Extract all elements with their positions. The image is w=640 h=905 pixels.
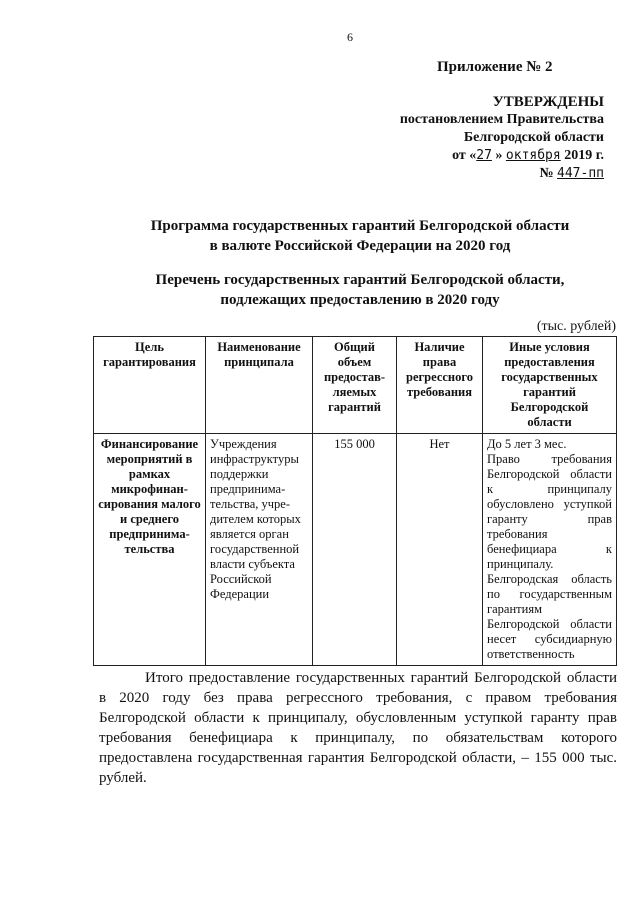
date-day: 27 — [476, 148, 492, 163]
program-title-line-1: Программа государственных гарантий Белгородской области — [150, 218, 570, 234]
units-label: (тыс. рублей) — [536, 319, 616, 334]
table-row — [94, 434, 617, 666]
header-conditions: Иные условия предоставления государственных гарантий Белгородской области — [483, 337, 617, 434]
approval-block — [400, 93, 604, 183]
list-title — [60, 270, 640, 310]
cell-goal: Финансирование мероприятий в рамках микрофинан-сирования малого и среднего предпринима-тельства — [94, 434, 206, 666]
approval-line-2: Белгородской области — [463, 130, 604, 145]
date-prefix: от « — [452, 148, 477, 163]
header-amount: Общий объем предостав-ляемых гарантий — [313, 337, 397, 434]
cell-principal: Учреждения инфраструктуры поддержки предпринима-тельства, учре-дителем которых является орган государственной власти субъекта Российской Федерации — [206, 434, 313, 666]
appendix-label: Приложение № 2 — [437, 59, 553, 75]
page-number: 6 — [347, 30, 353, 44]
condition-term: До 5 лет 3 мес. — [487, 437, 567, 451]
date-month: октября — [505, 148, 561, 163]
approval-date — [400, 147, 604, 165]
number-value: 447-пп — [557, 166, 604, 181]
list-title-line-2: подлежащих предоставлению в 2020 году — [220, 292, 500, 308]
program-title-line-2: в валюте Российской Федерации на 2020 год — [209, 238, 511, 254]
list-title-line-1: Перечень государственных гарантий Белгородской области, — [155, 272, 565, 288]
cell-conditions — [483, 434, 617, 666]
header-principal: Наименование принципала — [206, 337, 313, 434]
guarantees-table — [93, 336, 617, 666]
approval-heading: УТВЕРЖДЕНЫ — [492, 94, 604, 110]
number-prefix: № — [539, 166, 554, 181]
cell-amount: 155 000 — [313, 434, 397, 666]
header-regress: Наличие права регрессного требования — [397, 337, 483, 434]
table-header-row — [94, 337, 617, 434]
program-title — [60, 216, 640, 256]
summary-paragraph: Итого предоставление государственных гарантий Белгородской области в 2020 году без права регрессного требования, с правом требования Белгородской области к принципалу, обусловленным уступкой гаранту прав требования бенефициара к принципалу, по обязательствам которого предоставлена государственная гарантия Белгородской области, – 155 000 тыс. рублей. — [99, 670, 617, 786]
approval-number — [400, 165, 604, 183]
date-mid: » — [495, 148, 503, 163]
header-goal: Цель гарантирования — [94, 337, 206, 434]
cell-regress: Нет — [397, 434, 483, 666]
date-year: 2019 г. — [564, 148, 604, 163]
condition-claim: Право требования Белгородской области к принципалу обусловлено уступкой гаранту прав требования бенефициара к принципалу. — [487, 452, 612, 571]
approval-line-1: постановлением Правительства — [399, 112, 604, 127]
condition-liability: Белгородская область по государственным гарантиям Белгородской области несет субсидиарную ответственность — [487, 572, 612, 661]
